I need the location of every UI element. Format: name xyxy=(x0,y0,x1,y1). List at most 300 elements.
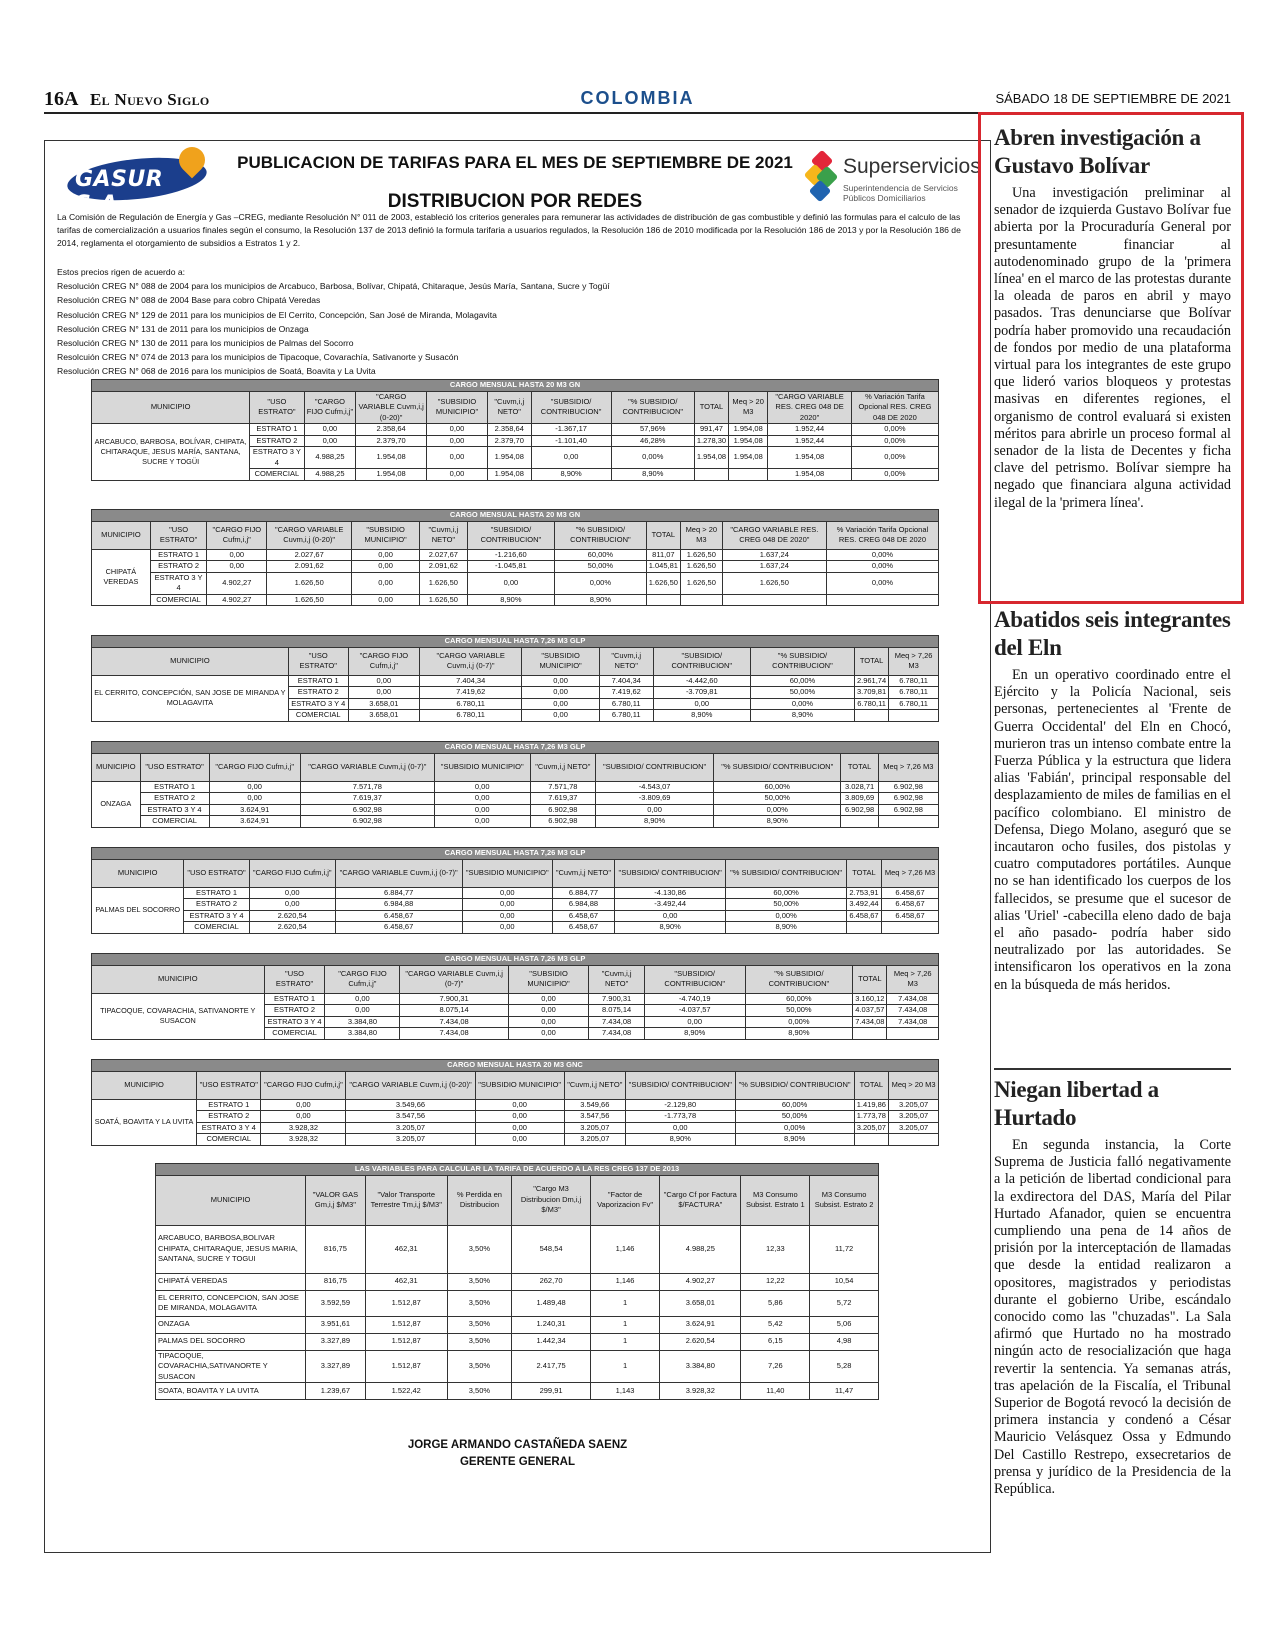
table-row xyxy=(156,1290,879,1316)
table-cell: 2.027,67 xyxy=(267,549,352,561)
table-cell: -3.709,81 xyxy=(653,687,750,699)
table-cell: 8,90% xyxy=(653,710,750,722)
resolution-item: Estos precios rigen de acuerdo a: xyxy=(57,267,186,277)
table-cell: 1.954,08 xyxy=(488,469,531,481)
table-cell: 3.928,32 xyxy=(261,1134,346,1146)
gasur-logo-text: GASUR S.A. xyxy=(75,167,164,217)
table-cell: 6.902,98 xyxy=(300,816,434,828)
table-cell: 1.952,44 xyxy=(768,424,852,436)
table-cell: 6.780,11 xyxy=(599,710,653,722)
table-cell: 6.902,98 xyxy=(878,781,938,793)
table-cell: 0,00 xyxy=(653,698,750,710)
table-cell: 3.205,07 xyxy=(346,1122,475,1134)
table-cell: PALMAS DEL SOCORRO xyxy=(156,1333,306,1350)
table-cell: 7.434,08 xyxy=(400,1028,508,1040)
table-cell: 12,22 xyxy=(741,1273,810,1290)
table-cell: 3,50% xyxy=(447,1273,511,1290)
newspaper-name: El Nuevo Siglo xyxy=(90,90,210,109)
table-cell: 3.205,07 xyxy=(346,1134,475,1146)
table-cell: 3.658,01 xyxy=(348,710,419,722)
tariff-table xyxy=(91,635,939,722)
table-cell: 5,86 xyxy=(741,1290,810,1316)
table-cell: -4.543,07 xyxy=(596,781,714,793)
table-cell: 7.571,78 xyxy=(530,781,596,793)
tariff-table xyxy=(91,741,939,828)
table-row xyxy=(92,1134,939,1146)
table-cell: 1,143 xyxy=(590,1383,659,1400)
table-cell: 2.753,91 xyxy=(846,887,881,899)
table-cell: 0,00 xyxy=(614,910,725,922)
table-cell: ESTRATO 3 Y 4 xyxy=(197,1122,261,1134)
table-cell: 6.458,67 xyxy=(846,910,881,922)
table-cell: 0,00 xyxy=(261,1111,346,1123)
table-cell: 811,07 xyxy=(646,549,680,561)
table-row xyxy=(92,549,939,561)
article-body: Una investigación preliminar al senador de izquierda Gustavo Bolívar fue abierta por la Procuraduría General por presuntamente financiar al autodenominado grupo de la 'primera línea' en el marco de las protestas durante la oleada de paros en abril y mayo pasados. Tras denunciarse que Bolívar podría haber promovido una recaudación de fondos por medio de una plataforma virtual para los integrantes de este grupo que lideró varios bloqueos y protestas masivas en diferentes regiones, el organismo de control evaluará si existen méritos para abrirle un proceso formal al senador de la lista de Decentes y ficha clave del petrismo. Bolívar siempre ha negado que financiara alguna actividad ilegal de la 'primera línea'. xyxy=(994,185,1231,511)
table-row xyxy=(92,594,939,606)
table-cell: 3,50% xyxy=(447,1383,511,1400)
table-cell: 6.902,98 xyxy=(878,793,938,805)
table-cell xyxy=(889,710,939,722)
article-eln xyxy=(994,606,1231,994)
column-header: "CARGO VARIABLE Cuvm,i,j (0-7)" xyxy=(400,965,508,993)
table-cell: 2.379,70 xyxy=(488,435,531,447)
column-header: "Cuvm,i,j NETO" xyxy=(589,965,645,993)
municipio-cell: ARCABUCO, BARBOSA, BOLÍVAR, CHIPATA, CHITARAQUE, JESUS MARÍA, SANTANA, SUCRE Y TOGÜI xyxy=(92,424,250,481)
table-cell: ESTRATO 2 xyxy=(264,1005,325,1017)
table-cell: 5,72 xyxy=(810,1290,879,1316)
table-cell xyxy=(882,922,939,934)
table-cell: 0,00 xyxy=(352,594,420,606)
table-cell: 6.458,67 xyxy=(882,887,939,899)
column-header: M3 Consumo Subsist. Estrato 2 xyxy=(810,1175,879,1225)
table-cell: 7.434,08 xyxy=(400,1016,508,1028)
table-cell: 0,00 xyxy=(522,675,600,687)
column-header: "CARGO VARIABLE Cuvm,i,j (0-20)" xyxy=(346,1071,475,1099)
table-caption: CARGO MENSUAL HASTA 7,26 M3 GLP xyxy=(92,848,939,860)
table-cell: -4.442,60 xyxy=(653,675,750,687)
table-cell: 0,00 xyxy=(508,1016,589,1028)
column-header: "USO ESTRATO" xyxy=(288,647,348,675)
table-cell: 8.075,14 xyxy=(400,1005,508,1017)
table-cell: 2.620,54 xyxy=(249,922,335,934)
column-header: M3 Consumo Subsist. Estrato 1 xyxy=(741,1175,810,1225)
table-cell: 6.780,11 xyxy=(889,687,939,699)
column-header: "USO ESTRATO" xyxy=(140,753,209,781)
table-cell: 462,31 xyxy=(365,1225,447,1273)
table-cell: TIPACOQUE, COVARACHIA,SATIVANORTE Y SUSACON xyxy=(156,1350,306,1383)
table-cell: 3.928,32 xyxy=(660,1383,741,1400)
table-cell: 1.626,50 xyxy=(680,572,722,594)
table-cell: 1 xyxy=(590,1350,659,1383)
table-cell: 8,90% xyxy=(726,922,846,934)
column-header: "CARGO VARIABLE Cuvm,i,j (0-7)" xyxy=(420,647,522,675)
column-header: "SUBSIDIO/ CONTRIBUCION" xyxy=(625,1071,735,1099)
column-header: "% SUBSIDIO/ CONTRIBUCION" xyxy=(726,859,846,887)
table-cell: 1.045,81 xyxy=(646,561,680,573)
municipio-cell: ONZAGA xyxy=(92,781,141,827)
table-cell: ESTRATO 1 xyxy=(288,675,348,687)
column-header: "CARGO FIJO Cufm,i,j" xyxy=(207,521,267,549)
table-cell: 3.658,01 xyxy=(348,698,419,710)
column-header: MUNICIPIO xyxy=(92,859,184,887)
table-cell: 3,50% xyxy=(447,1225,511,1273)
article-headline: Niegan libertad a Hurtado xyxy=(994,1077,1159,1130)
table-cell: 3.549,66 xyxy=(564,1099,625,1111)
table-cell: 0,00 xyxy=(352,572,420,594)
column-header: TOTAL xyxy=(853,965,887,993)
table-cell: ESTRATO 2 xyxy=(250,435,304,447)
table-cell: 0,00 xyxy=(475,1111,564,1123)
table-cell: 4,98 xyxy=(810,1333,879,1350)
table-cell: 0,00 xyxy=(462,922,552,934)
table-cell: 7.434,08 xyxy=(887,1016,939,1028)
table-cell: 1.954,08 xyxy=(694,447,728,469)
table-row xyxy=(92,1111,939,1123)
table-row xyxy=(156,1316,879,1333)
article-headline: Abren investigación a Gustavo Bolívar xyxy=(994,125,1201,178)
table-cell: 7.434,08 xyxy=(589,1028,645,1040)
table-cell: 7.619,37 xyxy=(300,793,434,805)
table-cell: -3.809,69 xyxy=(596,793,714,805)
table-cell: 0,00 xyxy=(426,469,487,481)
column-header: Meq > 20 M3 xyxy=(889,1071,939,1099)
table-cell: 4.902,27 xyxy=(660,1273,741,1290)
column-header: "CARGO VARIABLE Cuvm,i,j (0-20)" xyxy=(267,521,352,549)
table-cell: 0,00% xyxy=(735,1122,854,1134)
table-cell: 11,47 xyxy=(810,1383,879,1400)
table-cell: -4.037,57 xyxy=(644,1005,745,1017)
table-cell: 60,00% xyxy=(735,1099,854,1111)
tariff-table xyxy=(91,509,939,606)
signature-name: JORGE ARMANDO CASTAÑEDA SAENZ xyxy=(407,1439,628,1451)
table-cell: 1.419,86 xyxy=(854,1099,889,1111)
table-cell: 3.547,56 xyxy=(346,1111,475,1123)
municipio-cell: SOATÁ, BOAVITA Y LA UVITA xyxy=(92,1099,197,1145)
table-cell: 0,00 xyxy=(304,424,356,436)
column-header: TOTAL xyxy=(694,391,728,424)
table-cell: 3.951,61 xyxy=(306,1316,366,1333)
table-cell: 1 xyxy=(590,1290,659,1316)
table-row xyxy=(92,804,939,816)
article-divider xyxy=(994,1068,1231,1070)
table-cell: 1.954,08 xyxy=(729,447,768,469)
table-cell: 3.205,07 xyxy=(889,1111,939,1123)
table-cell: 8.075,14 xyxy=(589,1005,645,1017)
table-cell: 7,26 xyxy=(741,1350,810,1383)
column-header: "Cuvm,i,j NETO" xyxy=(552,859,614,887)
column-header: "% SUBSIDIO/ CONTRIBUCION" xyxy=(611,391,694,424)
table-cell: EL CERRITO, CONCEPCION, SAN JOSE DE MIRANDA, MOLAGAVITA xyxy=(156,1290,306,1316)
table-cell: 3.658,01 xyxy=(660,1290,741,1316)
table-cell: ESTRATO 1 xyxy=(140,781,209,793)
table-cell: 548,54 xyxy=(512,1225,591,1273)
table-cell: 1.626,50 xyxy=(420,594,468,606)
table-cell: ARCABUCO, BARBOSA,BOLIVAR CHIPATA, CHITARAQUE, JESUS MARIA, SANTANA, SUCRE Y TOGUI xyxy=(156,1225,306,1273)
table-cell: 2.620,54 xyxy=(660,1333,741,1350)
table-cell: 1.489,48 xyxy=(512,1290,591,1316)
table-cell: 0,00 xyxy=(644,1016,745,1028)
table-row xyxy=(92,1099,939,1111)
column-header: "SUBSIDIO/ CONTRIBUCION" xyxy=(653,647,750,675)
table-cell: 0,00% xyxy=(555,572,647,594)
table-cell xyxy=(680,594,722,606)
table-cell: 6.902,98 xyxy=(300,804,434,816)
table-cell: 3.709,81 xyxy=(854,687,888,699)
column-header: "SUBSIDIO MUNICIPIO" xyxy=(434,753,530,781)
column-header: "CARGO VARIABLE Cuvm,i,j (0-20)" xyxy=(356,391,427,424)
table-cell: 0,00 xyxy=(249,899,335,911)
table-cell: ESTRATO 1 xyxy=(264,993,325,1005)
column-header: TOTAL xyxy=(854,1071,889,1099)
table-cell: 8,90% xyxy=(714,816,841,828)
table-cell: 50,00% xyxy=(555,561,647,573)
table-cell xyxy=(846,922,881,934)
table-cell: 3.928,32 xyxy=(261,1122,346,1134)
table-cell: -1.367,17 xyxy=(531,424,611,436)
table-cell: 0,00 xyxy=(207,561,267,573)
table-cell: 3.592,59 xyxy=(306,1290,366,1316)
column-header: "Cuvm,i,j NETO" xyxy=(488,391,531,424)
table-cell: 2.961,74 xyxy=(854,675,888,687)
table-cell: 7.434,08 xyxy=(589,1016,645,1028)
column-header: "SUBSIDIO/ CONTRIBUCION" xyxy=(614,859,725,887)
table-cell: 0,00 xyxy=(434,793,530,805)
table-cell: 2.027,67 xyxy=(420,549,468,561)
column-header: "CARGO FIJO Cufm,i,j" xyxy=(348,647,419,675)
table-cell: 46,28% xyxy=(611,435,694,447)
column-header: "Cargo M3 Distribucion Dm,i,j $/M3" xyxy=(512,1175,591,1225)
table-cell: 0,00 xyxy=(325,1005,400,1017)
table-cell: 3.028,71 xyxy=(841,781,878,793)
table-cell: 3,50% xyxy=(447,1333,511,1350)
table-row xyxy=(92,561,939,573)
table-cell xyxy=(854,710,888,722)
table-cell: -3.492,44 xyxy=(614,899,725,911)
table-cell: 0,00 xyxy=(462,910,552,922)
variables-table xyxy=(155,1163,879,1400)
table-row xyxy=(156,1333,879,1350)
table-cell: 0,00 xyxy=(475,1122,564,1134)
table-cell xyxy=(826,594,938,606)
column-header: Meq > 7,26 M3 xyxy=(887,965,939,993)
column-header: "Valor Transporte Terrestre Tm,i,j $/M3" xyxy=(365,1175,447,1225)
table-cell: 6.780,11 xyxy=(599,698,653,710)
table-cell: 1 xyxy=(590,1316,659,1333)
table-cell: 8,90% xyxy=(611,469,694,481)
table-cell: 1.954,08 xyxy=(729,424,768,436)
table-cell: 816,75 xyxy=(306,1225,366,1273)
column-header: MUNICIPIO xyxy=(92,965,265,993)
table-cell: ESTRATO 1 xyxy=(184,887,249,899)
table-row xyxy=(92,816,939,828)
table-cell: 6.902,98 xyxy=(530,804,596,816)
table-cell: 0,00% xyxy=(826,561,938,573)
table-cell: ESTRATO 2 xyxy=(197,1111,261,1123)
table-cell: 0,00 xyxy=(462,899,552,911)
table-cell: 0,00 xyxy=(325,993,400,1005)
table-caption: CARGO MENSUAL HASTA 7,26 M3 GLP xyxy=(92,742,939,754)
table-cell: 1.278,30 xyxy=(694,435,728,447)
table-cell: 6.458,67 xyxy=(882,910,939,922)
superservicios-logo xyxy=(807,149,981,205)
table-cell: 0,00 xyxy=(475,1134,564,1146)
column-header: "Cargo Cf por Factura $/FACTURA" xyxy=(660,1175,741,1225)
table-cell: 1.954,08 xyxy=(768,447,852,469)
table-row xyxy=(92,793,939,805)
table-cell: 7.404,34 xyxy=(599,675,653,687)
column-header: "CARGO FIJO Cufm,i,j" xyxy=(325,965,400,993)
table-cell: 816,75 xyxy=(306,1273,366,1290)
table-cell: 1.240,31 xyxy=(512,1316,591,1333)
table-cell: 3.624,91 xyxy=(660,1316,741,1333)
table-cell: 6.458,67 xyxy=(335,910,462,922)
table-cell: 7.571,78 xyxy=(300,781,434,793)
table-cell: 4.988,25 xyxy=(660,1225,741,1273)
table-cell: 3.384,80 xyxy=(325,1028,400,1040)
table-cell: 8,90% xyxy=(644,1028,745,1040)
table-cell: 2.358,64 xyxy=(488,424,531,436)
table-cell: 6.884,77 xyxy=(552,887,614,899)
table-cell: ESTRATO 1 xyxy=(150,549,207,561)
article-hurtado xyxy=(994,1076,1231,1498)
table-cell: 0,00 xyxy=(508,1005,589,1017)
table-cell: 462,31 xyxy=(365,1273,447,1290)
table-cell: 11,72 xyxy=(810,1225,879,1273)
table-cell: 6.780,11 xyxy=(889,698,939,710)
column-header: "SUBSIDIO MUNICIPIO" xyxy=(475,1071,564,1099)
column-header: MUNICIPIO xyxy=(156,1175,306,1225)
column-header: Meq > 7,26 M3 xyxy=(882,859,939,887)
table-cell: COMERCIAL xyxy=(184,922,249,934)
table-cell xyxy=(841,816,878,828)
table-cell: 6,15 xyxy=(741,1333,810,1350)
table-cell: 0,00 xyxy=(467,572,554,594)
column-header: "CARGO FIJO Cufm,i,j" xyxy=(249,859,335,887)
table-cell: 1.626,50 xyxy=(680,549,722,561)
column-header: "SUBSIDIO/ CONTRIBUCION" xyxy=(467,521,554,549)
table-cell: 3.809,69 xyxy=(841,793,878,805)
table-cell: 0,00 xyxy=(462,887,552,899)
table-cell: 1.637,24 xyxy=(722,561,826,573)
table-cell: 7.619,37 xyxy=(530,793,596,805)
table-cell: 1 xyxy=(590,1333,659,1350)
superservicios-name: Superservicios xyxy=(843,155,981,178)
table-cell: 991,47 xyxy=(694,424,728,436)
column-header: "USO ESTRATO" xyxy=(184,859,249,887)
table-caption: CARGO MENSUAL HASTA 7,26 M3 GLP xyxy=(92,636,939,648)
table-cell: -1.045,81 xyxy=(467,561,554,573)
table-cell: 0,00 xyxy=(348,675,419,687)
table-cell: 1.512,87 xyxy=(365,1350,447,1383)
table-caption: CARGO MENSUAL HASTA 7,26 M3 GLP xyxy=(92,954,939,966)
issue-date: SÁBADO 18 DE SEPTIEMBRE DE 2021 xyxy=(995,91,1231,106)
table-cell: ESTRATO 3 Y 4 xyxy=(288,698,348,710)
table-cell: 0,00 xyxy=(426,447,487,469)
table-cell: 7.419,62 xyxy=(420,687,522,699)
table-row xyxy=(92,675,939,687)
table-cell: 0,00 xyxy=(249,887,335,899)
table-cell: ESTRATO 3 Y 4 xyxy=(140,804,209,816)
table-cell: 8,90% xyxy=(735,1134,854,1146)
table-row xyxy=(156,1225,879,1273)
table-cell: ESTRATO 1 xyxy=(197,1099,261,1111)
table-cell: 1.626,50 xyxy=(722,572,826,594)
resolution-item: Resolución CREG N° 088 de 2004 Base para cobro Chipatá Veredas xyxy=(57,295,321,306)
table-row xyxy=(92,424,939,436)
column-header: "USO ESTRATO" xyxy=(264,965,325,993)
tariff-table xyxy=(91,953,939,1040)
column-header: "CARGO FIJO Cufm,i,j" xyxy=(261,1071,346,1099)
table-cell: 1.512,87 xyxy=(365,1290,447,1316)
table-cell: 3.547,56 xyxy=(564,1111,625,1123)
table-cell: 1,146 xyxy=(590,1273,659,1290)
table-cell: 0,00 xyxy=(426,435,487,447)
table-cell: 0,00 xyxy=(352,549,420,561)
table-cell: 1.954,08 xyxy=(729,435,768,447)
table-caption: CARGO MENSUAL HASTA 20 M3 GN xyxy=(92,380,939,392)
table-cell: 0,00 xyxy=(261,1099,346,1111)
table-row xyxy=(92,910,939,922)
table-cell: 50,00% xyxy=(714,793,841,805)
table-cell: 0,00% xyxy=(714,804,841,816)
table-cell: 0,00 xyxy=(625,1122,735,1134)
table-cell: ESTRATO 1 xyxy=(250,424,304,436)
article-body: En un operativo coordinado entre el Ejército y la Policía Nacional, seis personas, pertenecientes al 'Frente de Guerra Occidental' del Eln en Chocó, murieron tras un intenso combate entre la Fuerza Pública y la estructura que lidera alias 'Fabián', principal responsable del desplazamiento de miles de familias en el pacífico colombiano. El ministro de Defensa, Diego Molano, aseguró que se incautaron ocho fusiles, dos pistolas y cuatro computadores portátiles. Aunque no se han identificado los cuerpos de los fallecidos, se presume que el sucesor de alias 'Uriel' -cabecilla eleno dado de baja el año pasado- podría haber sido neutralizado por las autoridades. Se intensificaron los operativos en la zona en la búsqueda de más heridos. xyxy=(994,667,1231,993)
column-header: % Variación Tarifa Opcional RES. CREG 048 DE 2020 xyxy=(826,521,938,549)
table-cell: COMERCIAL xyxy=(140,816,209,828)
table-cell: 0,00% xyxy=(851,424,938,436)
table-cell: 6.780,11 xyxy=(854,698,888,710)
table-cell: 4.902,27 xyxy=(207,572,267,594)
table-cell: 0,00 xyxy=(596,804,714,816)
table-cell: 3.549,66 xyxy=(346,1099,475,1111)
table-cell: 6.458,67 xyxy=(335,922,462,934)
column-header: Meq > 20 M3 xyxy=(680,521,722,549)
table-cell: 0,00% xyxy=(826,572,938,594)
table-cell xyxy=(853,1028,887,1040)
table-row xyxy=(92,993,939,1005)
section-title: COLOMBIA xyxy=(580,88,695,108)
table-cell: 3,50% xyxy=(447,1316,511,1333)
table-cell: 60,00% xyxy=(555,549,647,561)
table-cell: 0,00 xyxy=(209,793,300,805)
column-header: "% SUBSIDIO/ CONTRIBUCION" xyxy=(555,521,647,549)
table-cell: 0,00 xyxy=(508,993,589,1005)
column-header: "Cuvm,i,j NETO" xyxy=(420,521,468,549)
table-cell: 0,00% xyxy=(851,447,938,469)
table-cell: 8,90% xyxy=(555,594,647,606)
table-cell xyxy=(694,469,728,481)
table-row xyxy=(92,887,939,899)
table-cell: 1.626,50 xyxy=(420,572,468,594)
column-header: % Perdida en Distribucion xyxy=(447,1175,511,1225)
table-cell: 60,00% xyxy=(751,675,855,687)
column-header: "% SUBSIDIO/ CONTRIBUCION" xyxy=(714,753,841,781)
page-number: 16A xyxy=(44,88,79,110)
table-cell xyxy=(646,594,680,606)
table-cell xyxy=(889,1134,939,1146)
table-cell: 2.417,75 xyxy=(512,1350,591,1383)
table-cell: 6.458,67 xyxy=(552,922,614,934)
superservicios-mark-icon xyxy=(807,153,837,201)
table-cell: 1.512,87 xyxy=(365,1333,447,1350)
table-cell: -4.740,19 xyxy=(644,993,745,1005)
column-header: "CARGO FIJO Cufm,i,j" xyxy=(209,753,300,781)
table-cell: ESTRATO 3 Y 4 xyxy=(150,572,207,594)
table-row xyxy=(92,572,939,594)
table-cell: 0,00 xyxy=(352,561,420,573)
